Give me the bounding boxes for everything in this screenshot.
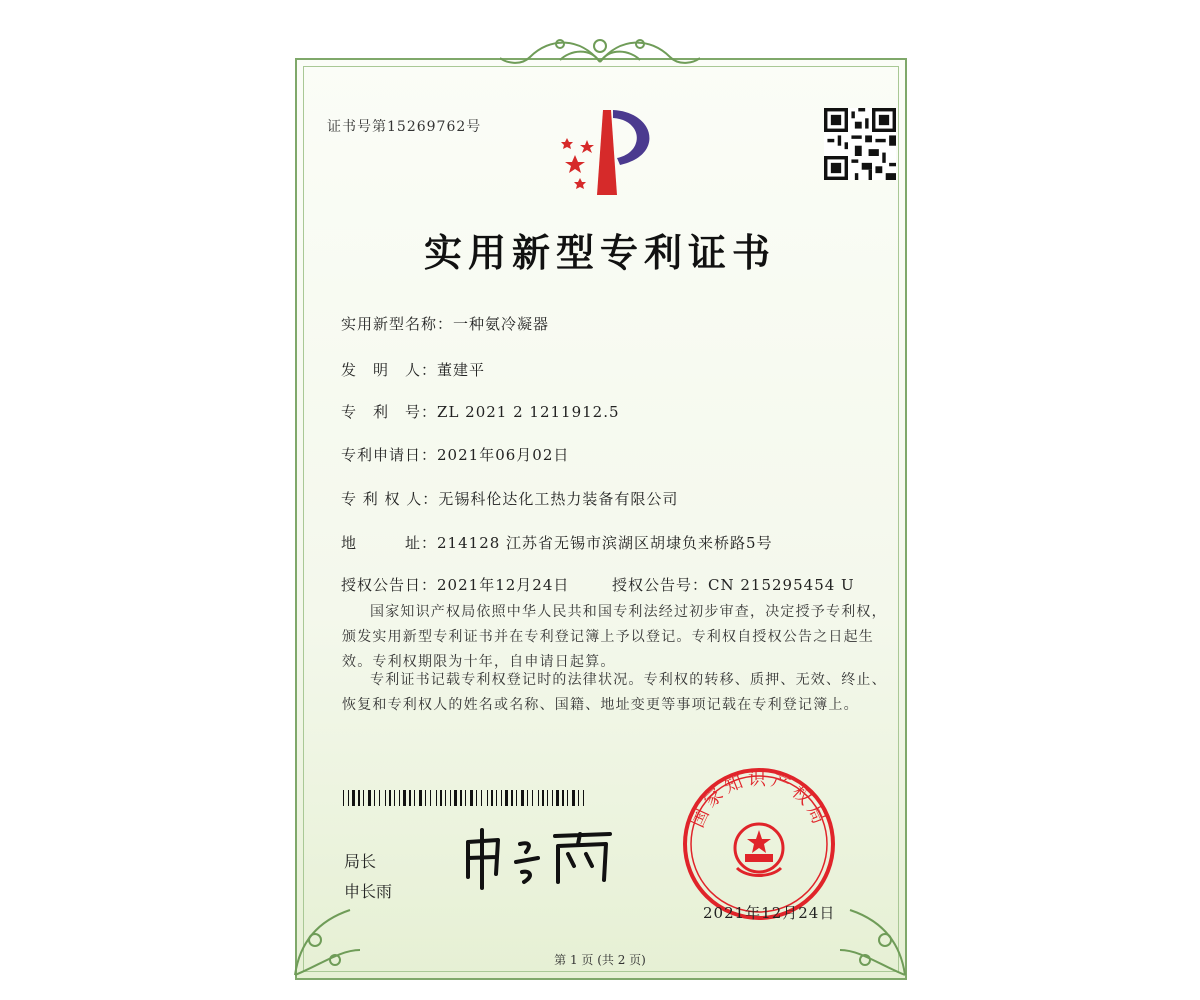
barcode (343, 790, 587, 806)
certificate-title: 实用新型专利证书 (423, 230, 776, 275)
field-address (341, 532, 773, 553)
top-ornament (500, 32, 700, 72)
field-patentee (341, 488, 678, 509)
field-value: 一种氨冷凝器 (453, 315, 550, 333)
field-value: CN 215295454 U (708, 576, 855, 594)
page-number: 第 1 页 (共 2 页) (554, 953, 646, 967)
field-announcement-date (341, 574, 569, 595)
qr-code (824, 108, 896, 180)
statement-paragraph-1: 国家知识产权局依照中华人民共和国专利法经过初步审查，决定授予专利权，颁发实用新型专利证书并在专利登记簿上予以登记。专利权自授权公告之日起生效。专利权期限为十年，自申请日起算。 (342, 604, 887, 670)
svg-text:国家知识产权局 (687, 769, 831, 831)
field-patent-number (341, 401, 620, 422)
field-label: 发 明 人： (341, 361, 438, 379)
field-filing-date (341, 444, 569, 465)
field-value: 214128 江苏省无锡市滨湖区胡埭负来桥路5号 (437, 534, 773, 552)
director-signature (460, 822, 620, 892)
director-name: 申长雨 (344, 882, 393, 901)
field-label: 专 利 号： (341, 403, 438, 421)
certificate-number: 证书号第15269762号 (327, 119, 482, 135)
statement-paragraph-2: 专利证书记载专利权登记时的法律状况。专利权的转移、质押、无效、终止、恢复和专利权人的姓名或名称、国籍、地址变更等事项记载在专利登记簿上。 (342, 672, 887, 713)
seal-text: 国家知识产权局 (687, 768, 831, 831)
field-value: 董建平 (437, 361, 486, 379)
field-value: 无锡科伦达化工热力装备有限公司 (438, 490, 679, 508)
field-value: 2021年06月02日 (437, 446, 570, 464)
field-label: 专 利 权 人： (341, 490, 439, 508)
field-label: 专利申请日： (341, 446, 438, 464)
official-seal (681, 766, 837, 922)
field-label: 地 址： (341, 534, 438, 552)
director-title: 局长 (344, 852, 377, 871)
field-label: 授权公告日： (341, 576, 438, 594)
field-inventor (341, 359, 485, 380)
field-announcement-number (612, 574, 855, 595)
field-value: 2021年12月24日 (437, 576, 570, 594)
patent-office-emblem (555, 100, 665, 200)
seal-date: 2021年12月24日 (703, 904, 836, 922)
field-label: 实用新型名称： (341, 315, 454, 333)
field-value: ZL 2021 2 1211912.5 (437, 403, 620, 421)
field-label: 授权公告号： (612, 576, 709, 594)
field-utility-model-name (341, 313, 549, 334)
